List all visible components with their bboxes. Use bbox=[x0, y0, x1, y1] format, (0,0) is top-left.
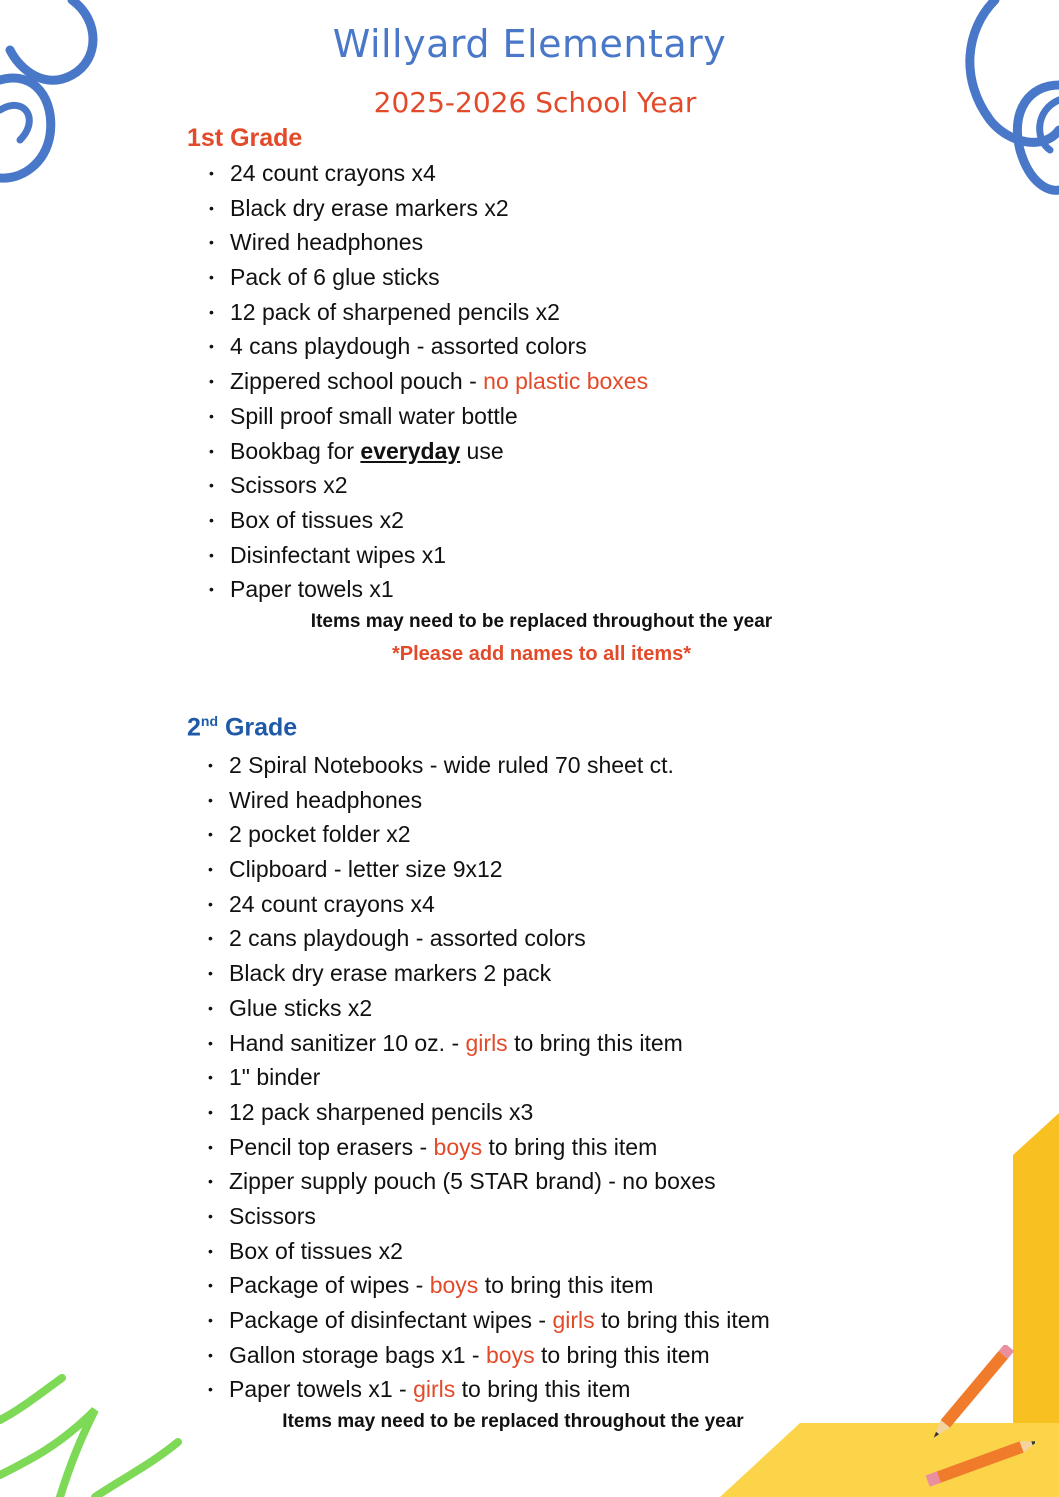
list-item: • 4 cans playdough - assorted colors bbox=[209, 329, 648, 364]
grade-2-supply-list bbox=[208, 748, 770, 1407]
list-item: • Hand sanitizer 10 oz. - girls to bring this item bbox=[208, 1026, 770, 1061]
list-item: • Scissors x2 bbox=[209, 468, 648, 503]
list-item: • 1" binder bbox=[208, 1060, 770, 1095]
list-item: • 24 count crayons x4 bbox=[208, 887, 770, 922]
highlight-text: boys bbox=[433, 1133, 483, 1160]
list-item: • Spill proof small water bottle bbox=[209, 399, 648, 434]
list-item: • Scissors bbox=[208, 1199, 770, 1234]
list-item: • Zippered school pouch - no plastic boxes bbox=[209, 364, 648, 399]
list-item: • 2 cans playdough - assorted colors bbox=[208, 921, 770, 956]
school-year-subtitle: 2025-2026 School Year bbox=[373, 86, 697, 119]
list-item: • Glue sticks x2 bbox=[208, 991, 770, 1026]
grade-2-heading: 2nd Grade bbox=[187, 713, 298, 742]
list-item: • Gallon storage bags x1 - boys to bring this item bbox=[208, 1338, 770, 1373]
list-item: • Package of disinfectant wipes - girls to bring this item bbox=[208, 1303, 770, 1338]
list-item: • Paper towels x1 bbox=[209, 572, 648, 607]
highlight-text: boys bbox=[485, 1341, 535, 1368]
list-item: • Disinfectant wipes x1 bbox=[209, 538, 648, 573]
list-item: • 2 Spiral Notebooks - wide ruled 70 sheet ct. bbox=[208, 748, 770, 783]
list-item: • Pack of 6 glue sticks bbox=[209, 260, 648, 295]
highlight-text: girls bbox=[552, 1307, 595, 1333]
list-item: • 2 pocket folder x2 bbox=[208, 817, 770, 852]
list-item: • Clipboard - letter size 9x12 bbox=[208, 852, 770, 887]
list-item: • Wired headphones bbox=[208, 783, 770, 818]
emphasis-text: everyday bbox=[360, 437, 461, 464]
list-item: • 12 pack of sharpened pencils x2 bbox=[209, 295, 648, 330]
highlight-text: girls bbox=[413, 1376, 456, 1403]
highlight-text: no plastic boxes bbox=[483, 368, 649, 395]
grade-2-replacement-note: Items may need to be replaced throughout the year bbox=[282, 1411, 744, 1432]
list-item: • Package of wipes - boys to bring this item bbox=[208, 1268, 770, 1303]
add-names-reminder: *Please add names to all items* bbox=[391, 643, 692, 665]
grade-1-replacement-note: Items may need to be replaced throughout the year bbox=[310, 611, 773, 632]
school-title: Willyard Elementary bbox=[332, 22, 727, 66]
list-item: • Pencil top erasers - boys to bring this item bbox=[208, 1130, 770, 1165]
list-item: • Black dry erase markers 2 pack bbox=[208, 956, 770, 991]
list-item: • Box of tissues x2 bbox=[208, 1234, 770, 1269]
list-item: • Wired headphones bbox=[209, 225, 648, 260]
list-item: • 24 count crayons x4 bbox=[209, 156, 648, 191]
grade-1-supply-list bbox=[209, 156, 648, 607]
highlight-text: girls bbox=[465, 1029, 508, 1056]
list-item: • Paper towels x1 - girls to bring this item bbox=[208, 1372, 770, 1407]
green-scribble-decoration bbox=[0, 1370, 185, 1497]
list-item: • Zipper supply pouch (5 STAR brand) - no boxes bbox=[208, 1164, 770, 1199]
list-item: • Box of tissues x2 bbox=[209, 503, 648, 538]
grade-1-heading: 1st Grade bbox=[187, 124, 303, 152]
list-item: • 12 pack sharpened pencils x3 bbox=[208, 1095, 770, 1130]
list-item: • Black dry erase markers x2 bbox=[209, 191, 648, 226]
list-item: • Bookbag for everyday use bbox=[209, 434, 648, 469]
highlight-text: boys bbox=[429, 1272, 479, 1299]
